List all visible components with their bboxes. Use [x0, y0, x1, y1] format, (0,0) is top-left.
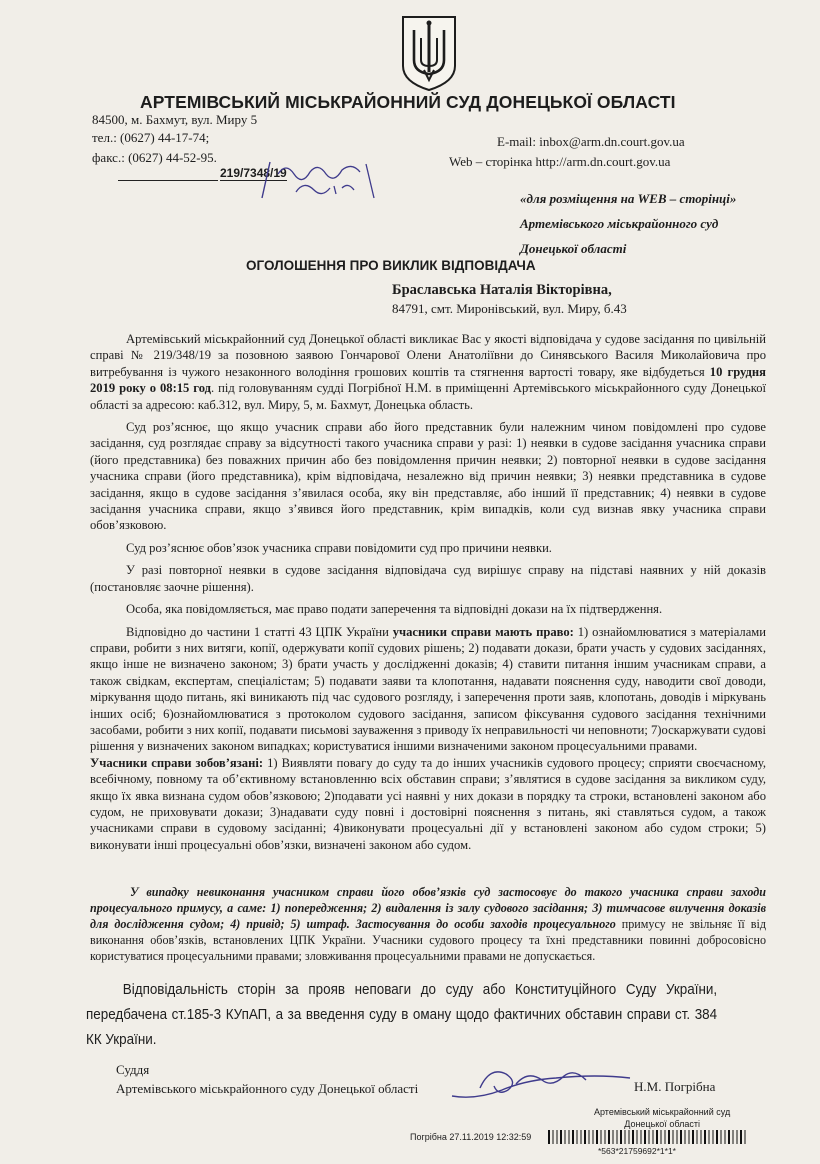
- barcode-bar: [613, 1130, 614, 1144]
- coat-of-arms-emblem: [400, 14, 458, 92]
- paragraph-rights: [90, 624, 766, 755]
- paragraph-liability: [86, 978, 717, 1053]
- barcode-bar: [685, 1130, 686, 1144]
- barcode-bar: [725, 1130, 726, 1144]
- paragraph-objection-right: Особа, яка повідомляється, має право подати заперечення та відповідні докази на їх підтвердження.: [126, 602, 663, 617]
- barcode-bar: [721, 1130, 722, 1144]
- barcode-bar: [680, 1130, 682, 1144]
- barcode-bar: [629, 1130, 630, 1144]
- barcode-bar: [656, 1130, 658, 1144]
- barcode-bar: [572, 1130, 574, 1144]
- sanctions-text: примусу не звільняє її від виконання обов’язків, встановлених ЦПК України. Учасники судового процесу та їхні представники повинні добросовісно користуватися процесуальними правами; зловживання процесуальними правами не допускається.: [90, 917, 766, 963]
- barcode-bar: [740, 1130, 742, 1144]
- court-email: E-mail: inbox@arm.dn.court.gov.ua: [497, 134, 685, 149]
- barcode-bar: [704, 1130, 706, 1144]
- case-number: 219/7348/19: [220, 166, 287, 180]
- barcode-bar: [560, 1130, 562, 1144]
- barcode-number: *563*21759692*1*1*: [598, 1146, 676, 1156]
- signature-title: [116, 1060, 418, 1098]
- stamp-line: Донецької області: [624, 1119, 700, 1129]
- barcode-bar: [557, 1130, 558, 1144]
- barcode-bar: [692, 1130, 694, 1144]
- barcode-bar: [565, 1130, 566, 1144]
- barcode-bar: [608, 1130, 610, 1144]
- summons-text-rest: . під головуванням судді Погрібної Н.М. в приміщенні Артемівського міськрайонного суду Донецької області за адресою: каб.312, вул. Миру, 5, м. Бахмут, Донецька область.: [90, 381, 766, 412]
- duties-text: 1) Виявляти повагу до суду та до інших учасників судового процесу; сприяти своєчасному, всебічному, повному та об’єктивному встановленню всіх обставин справи; з’являтися в судове засідання за викликом суду, якщо їх явка визнана судом обов’язковою; 2)подавати усі наявні у них докази в порядку та строки, встановлені законом або судом, не приховувати докази; 3)надавати суду повні і достовірні пояснення з питань, які ставляться судом, а також учасниками справи в судовому засіданні; 4)виконувати процесуальні дії у встановлені законом або судом строки; 5) виконувати інші процесуальні обов’язки, визначені законом або судом.: [90, 755, 766, 852]
- court-fax: факс.: (0627) 44-52-95.: [92, 150, 217, 165]
- barcode-bar: [589, 1130, 590, 1144]
- barcode-bar: [605, 1130, 606, 1144]
- handwritten-registration-mark: [256, 158, 386, 204]
- barcode-bar: [617, 1130, 618, 1144]
- barcode-bar: [701, 1130, 702, 1144]
- stamp-line: Артемівський міськрайонний суд: [594, 1107, 731, 1117]
- handwritten-signature: [446, 1060, 636, 1104]
- paragraph-absence-rules: Суд роз’яснює, що якщо учасник справи або його представник були належним чином повідомлені про судове засідання, суд розглядає справу за відсутності такого учасника справи у разі: 1) неявки в судове засідання учасника справи (його представника) без поважних причин або без повідомлення причин неявки; 2) повторної неявки в судове засідання учасника справи (його представника), крім відповідача, незалежно від причин неявки; 3) неявки представника в судове засідання, якщо в судове засідання з’явилася особа, яку він представляє, або інший її представник; 4) неявки в судове засідання учасника справи, якщо з’явився його представник, крім випадків, коли суд визнав явку учасника справи обов’язковою.: [90, 420, 766, 533]
- web-note-line: Артемівського міськрайонного суд: [520, 216, 719, 231]
- barcode-bar: [673, 1130, 674, 1144]
- barcode-bar: [713, 1130, 714, 1144]
- paragraph-duties: [90, 755, 766, 853]
- barcode-bar: [637, 1130, 638, 1144]
- court-phone: тел.: (0627) 44-17-74;: [92, 130, 210, 145]
- rights-intro: Відповідно до частини 1 статті 43 ЦПК України: [126, 624, 393, 639]
- web-note-line: Донецької області: [520, 241, 627, 256]
- barcode-bar: [697, 1130, 698, 1144]
- addressee-block: [392, 282, 627, 317]
- barcode-bar: [665, 1130, 666, 1144]
- barcode-bar: [733, 1130, 734, 1144]
- barcode-bar: [577, 1130, 578, 1144]
- barcode-bar: [593, 1130, 594, 1144]
- court-stamp: [594, 1106, 730, 1130]
- barcode-bar: [553, 1130, 554, 1144]
- barcode-bar: [625, 1130, 626, 1144]
- paragraph-duty-notify: Суд роз’яснює обов’язок учасника справи повідомити суд про причини неявки.: [126, 540, 552, 555]
- barcode-bar: [569, 1130, 570, 1144]
- rights-text: 1) ознайомлюватися з матеріалами справи, робити з них витяги, копії, одержувати копії судових рішень; 2) подавати докази, брати участь у судових засіданнях, якщо інше не визначено законом; 3) брати участь у дослідженні доказів; 4) ставити питання іншим учасникам справи, а також свідкам, експертам, спеціалістам; 5) подавати заяви та клопотання, надавати пояснення суду, наводити свої доводи, міркування щодо питань, які виникають під час судового розгляду, і заперечення проти заяв, клопотань, доводів і міркувань інших осіб; 6)ознайомлюватися з протоколом судового засідання, записом фіксування судового засідання технічними засобами, робити з них копії, подавати письмові зауваження з приводу їх неправильності чи неповноти; 7)оскаржувати судові рішення у визначених законом випадках; користуватися іншими визначеними законом процесуальними правами.: [90, 624, 766, 754]
- duties-label: Учасники справи зобов’язані:: [90, 755, 264, 770]
- barcode-bar: [653, 1130, 654, 1144]
- signature-title-line: Суддя: [116, 1062, 150, 1077]
- barcode-bar: [728, 1130, 730, 1144]
- paragraph-sanctions: [90, 884, 766, 964]
- notice-body: [90, 331, 766, 859]
- court-name: АРТЕМІВСЬКИЙ МІСЬКРАЙОННИЙ СУД ДОНЕЦЬКОЇ ОБЛАСТІ: [140, 92, 676, 112]
- barcode-bar: [661, 1130, 662, 1144]
- barcode-bar: [649, 1130, 650, 1144]
- barcode-bar: [668, 1130, 670, 1144]
- barcode-bar: [745, 1130, 746, 1144]
- barcode-bar: [677, 1130, 678, 1144]
- addressee-address: 84791, смт. Миронівський, вул. Миру, б.43: [392, 301, 627, 316]
- summons-text: Артемівський міськрайонний суд Донецької області викликає Вас у якості відповідача у судове засідання по цивільній справі № 219/348/19 за позовною заявою Гончарової Олени Анатоліївни до Синявського Василя Миколайовича про витребування із чужого незаконного володіння грошових коштів та стягнення вартості товару, яке відбудеться: [90, 332, 766, 379]
- document-title: ОГОЛОШЕННЯ ПРО ВИКЛИК ВІДПОВІДАЧА: [246, 258, 536, 273]
- signature-title-line: Артемівського міськрайонного суду Донецької області: [116, 1081, 419, 1096]
- court-website: Web – сторінка http://arm.dn.court.gov.ua: [449, 154, 671, 169]
- barcode-bar: [632, 1130, 634, 1144]
- barcode-bar: [641, 1130, 642, 1144]
- rights-label: учасники справи мають право:: [392, 624, 574, 639]
- web-note-line: «для розміщення на WEB – сторінці»: [520, 191, 737, 206]
- barcode-bar: [709, 1130, 710, 1144]
- barcode-bar: [620, 1130, 622, 1144]
- liability-text: Відповідальність сторін за прояв неповаги до суду або Конституційного Суду України, передбачена ст.185-3 КУпАП, а за введення суду в оману щодо фактичних обставин справи ст. 384 КК України.: [86, 982, 718, 1048]
- barcode-bar: [601, 1130, 602, 1144]
- court-address: 84500, м. Бахмут, вул. Миру 5: [92, 112, 258, 127]
- barcode-bar: [548, 1130, 550, 1144]
- paragraph-default-judgment: У разі повторної неявки в судове засідання відповідача суд вирішує справу на підставі наявних у ній доказів (постановляє заочне рішення).: [90, 563, 766, 594]
- barcode-bar: [596, 1130, 598, 1144]
- barcode-bar: [644, 1130, 646, 1144]
- print-timestamp: Погрібна 27.11.2019 12:32:59: [410, 1132, 532, 1142]
- barcode-bar: [737, 1130, 738, 1144]
- barcode-bar: [689, 1130, 690, 1144]
- hearing-date: 10 грудня 2019 року о 08:15 год: [90, 364, 766, 396]
- barcode-bar: [716, 1130, 718, 1144]
- barcode-bar: [584, 1130, 586, 1144]
- barcode-bar: [581, 1130, 582, 1144]
- judge-name: Н.М. Погрібна: [634, 1079, 716, 1094]
- case-number-underline: [118, 180, 218, 181]
- addressee-name: Браславська Наталія Вікторівна,: [392, 282, 612, 298]
- paragraph-summons: [90, 331, 766, 413]
- sanctions-bold-text: У випадку невиконання учасником справи його обов’язків суд застосовує до такого учасника справи заходи процесуального примусу, а саме: 1) попередження; 2) видалення із залу судового засідання; 3) тимчасове вилучення доказів для дослідження судом; 4) привід; 5) штраф. Застосування до особи заходів процесуального: [90, 885, 766, 931]
- web-publication-note: [520, 186, 736, 261]
- barcode: [548, 1130, 748, 1144]
